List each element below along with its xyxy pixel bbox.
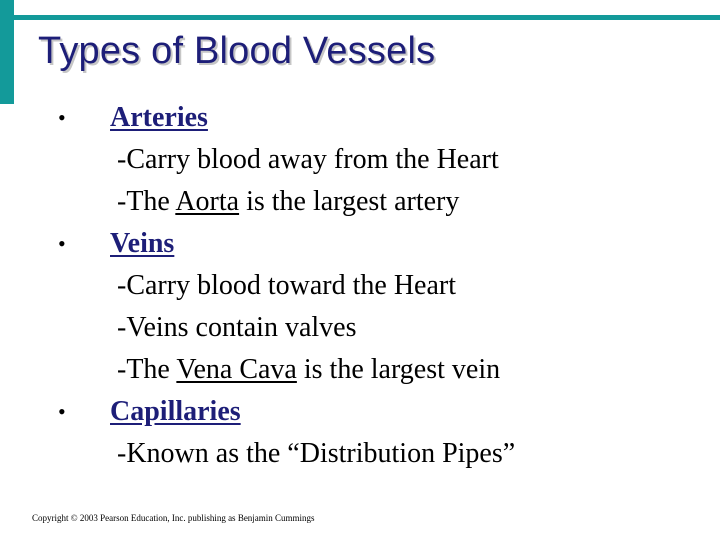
bullet-heading: Capillaries bbox=[110, 396, 241, 427]
sub-line-pre: -Veins contain valves bbox=[117, 312, 357, 343]
bullet-list bbox=[0, 97, 720, 475]
sub-line-text bbox=[117, 181, 459, 223]
sub-line-text bbox=[117, 307, 357, 349]
sub-line-pre: -The bbox=[117, 354, 177, 385]
bullet-item-arteries bbox=[0, 97, 720, 139]
sub-line-text bbox=[117, 433, 515, 475]
sub-line-post: is the largest vein bbox=[296, 354, 501, 385]
slide-title: Types of Blood Vessels bbox=[38, 30, 436, 72]
accent-bar-top bbox=[14, 15, 720, 20]
bullet-icon: • bbox=[58, 105, 66, 130]
bullet-item-veins bbox=[0, 223, 720, 265]
sub-line-text bbox=[117, 265, 456, 307]
sub-line-text bbox=[117, 349, 500, 391]
sub-line bbox=[0, 181, 720, 223]
sub-line-pre: -Carry blood toward the Heart bbox=[117, 270, 456, 301]
bullet-heading: Arteries bbox=[110, 102, 208, 133]
sub-line bbox=[0, 265, 720, 307]
bullet-icon: • bbox=[58, 399, 66, 424]
bullet-heading: Veins bbox=[110, 228, 175, 259]
sub-line-pre: -Carry blood away from the Heart bbox=[117, 144, 499, 175]
copyright-notice: Copyright © 2003 Pearson Education, Inc. publishing as Benjamin Cummings bbox=[32, 513, 315, 523]
accent-bar-left bbox=[0, 0, 14, 104]
bullet-icon: • bbox=[58, 231, 66, 256]
sub-line bbox=[0, 307, 720, 349]
sub-line-pre: -Known as the “Distribution Pipes” bbox=[117, 438, 516, 469]
sub-line bbox=[0, 349, 720, 391]
sub-line bbox=[0, 139, 720, 181]
sub-line-pre: -The bbox=[117, 186, 176, 217]
sub-line-post: is the largest artery bbox=[239, 186, 460, 217]
underlined-term: Vena Cava bbox=[176, 354, 297, 385]
sub-line bbox=[0, 433, 720, 475]
underlined-term: Aorta bbox=[175, 186, 240, 217]
bullet-item-capillaries bbox=[0, 391, 720, 433]
sub-line-text bbox=[117, 139, 499, 181]
